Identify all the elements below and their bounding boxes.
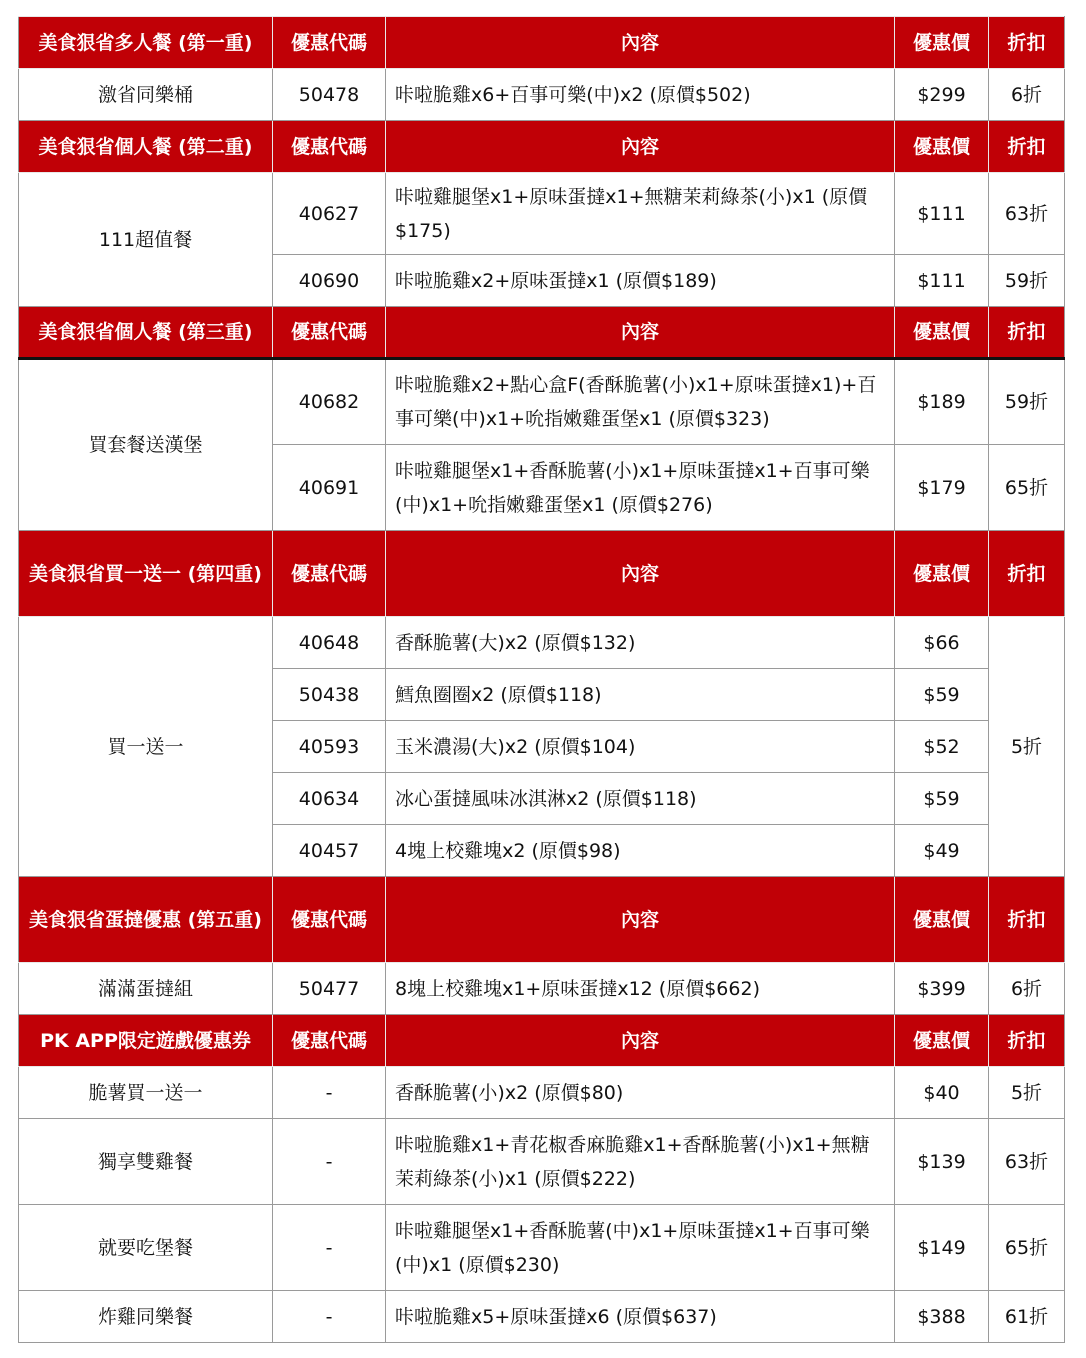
section-title: 美食狠省多人餐 (第一重) xyxy=(19,17,273,69)
col-header-discount: 折扣 xyxy=(989,307,1065,359)
item-content: 咔啦雞腿堡x1+香酥脆薯(中)x1+原味蛋撻x1+百事可樂(中)x1 (原價$230) xyxy=(386,1205,895,1291)
col-header-code: 優惠代碼 xyxy=(273,531,386,617)
promo-table xyxy=(18,16,1065,1343)
item-price: $149 xyxy=(895,1205,989,1291)
item-content: 冰心蛋撻風味冰淇淋x2 (原價$118) xyxy=(386,773,895,825)
item-code: 40682 xyxy=(273,359,386,445)
section-title: 美食狠省蛋撻優惠 (第五重) xyxy=(19,877,273,963)
item-content: 咔啦脆雞x5+原味蛋撻x6 (原價$637) xyxy=(386,1291,895,1343)
item-name: 炸雞同樂餐 xyxy=(19,1291,273,1343)
col-header-price: 優惠價 xyxy=(895,17,989,69)
item-price: $111 xyxy=(895,255,989,307)
item-content: 咔啦脆雞x2+原味蛋撻x1 (原價$189) xyxy=(386,255,895,307)
col-header-content: 內容 xyxy=(386,877,895,963)
table-row xyxy=(19,359,1065,445)
item-price: $179 xyxy=(895,445,989,531)
col-header-code: 優惠代碼 xyxy=(273,121,386,173)
item-content: 香酥脆薯(小)x2 (原價$80) xyxy=(386,1067,895,1119)
item-code: 40691 xyxy=(273,445,386,531)
section-header xyxy=(19,877,1065,963)
item-discount: 6折 xyxy=(989,963,1065,1015)
item-discount: 65折 xyxy=(989,1205,1065,1291)
item-content: 咔啦雞腿堡x1+香酥脆薯(小)x1+原味蛋撻x1+百事可樂(中)x1+吮指嫩雞蛋堡x1 (原價$276) xyxy=(386,445,895,531)
item-content: 咔啦脆雞x1+青花椒香麻脆雞x1+香酥脆薯(小)x1+無糖茉莉綠茶(小)x1 (原價$222) xyxy=(386,1119,895,1205)
item-price: $189 xyxy=(895,359,989,445)
col-header-content: 內容 xyxy=(386,121,895,173)
item-content: 玉米濃湯(大)x2 (原價$104) xyxy=(386,721,895,773)
item-content: 咔啦雞腿堡x1+原味蛋撻x1+無糖茉莉綠茶(小)x1 (原價$175) xyxy=(386,173,895,255)
item-discount: 63折 xyxy=(989,1119,1065,1205)
section-header xyxy=(19,531,1065,617)
item-price: $388 xyxy=(895,1291,989,1343)
col-header-price: 優惠價 xyxy=(895,307,989,359)
section-title: PK APP限定遊戲優惠券 xyxy=(19,1015,273,1067)
col-header-content: 內容 xyxy=(386,17,895,69)
item-discount: 59折 xyxy=(989,359,1065,445)
section-header xyxy=(19,17,1065,69)
item-code: 40634 xyxy=(273,773,386,825)
item-content: 8塊上校雞塊x1+原味蛋撻x12 (原價$662) xyxy=(386,963,895,1015)
item-code: - xyxy=(273,1119,386,1205)
col-header-price: 優惠價 xyxy=(895,121,989,173)
col-header-discount: 折扣 xyxy=(989,121,1065,173)
col-header-discount: 折扣 xyxy=(989,531,1065,617)
item-code: - xyxy=(273,1067,386,1119)
item-discount: 59折 xyxy=(989,255,1065,307)
item-content: 咔啦脆雞x6+百事可樂(中)x2 (原價$502) xyxy=(386,69,895,121)
item-code: 50478 xyxy=(273,69,386,121)
item-code: - xyxy=(273,1205,386,1291)
section-header xyxy=(19,307,1065,359)
col-header-discount: 折扣 xyxy=(989,1015,1065,1067)
table-row xyxy=(19,963,1065,1015)
table-row xyxy=(19,173,1065,255)
item-price: $59 xyxy=(895,773,989,825)
col-header-content: 內容 xyxy=(386,307,895,359)
item-name: 就要吃堡餐 xyxy=(19,1205,273,1291)
section-header xyxy=(19,121,1065,173)
item-discount: 65折 xyxy=(989,445,1065,531)
item-code: 40627 xyxy=(273,173,386,255)
item-price: $139 xyxy=(895,1119,989,1205)
group-name: 買套餐送漢堡 xyxy=(19,359,273,531)
table-row xyxy=(19,1291,1065,1343)
col-header-code: 優惠代碼 xyxy=(273,17,386,69)
col-header-code: 優惠代碼 xyxy=(273,1015,386,1067)
item-code: 50438 xyxy=(273,669,386,721)
section-title: 美食狠省個人餐 (第二重) xyxy=(19,121,273,173)
item-discount: 6折 xyxy=(989,69,1065,121)
item-content: 4塊上校雞塊x2 (原價$98) xyxy=(386,825,895,877)
col-header-content: 內容 xyxy=(386,531,895,617)
col-header-discount: 折扣 xyxy=(989,877,1065,963)
item-code: 40457 xyxy=(273,825,386,877)
table-row xyxy=(19,69,1065,121)
col-header-price: 優惠價 xyxy=(895,531,989,617)
section-header xyxy=(19,1015,1065,1067)
col-header-price: 優惠價 xyxy=(895,1015,989,1067)
item-price: $52 xyxy=(895,721,989,773)
item-name: 滿滿蛋撻組 xyxy=(19,963,273,1015)
item-name: 激省同樂桶 xyxy=(19,69,273,121)
item-price: $59 xyxy=(895,669,989,721)
item-price: $299 xyxy=(895,69,989,121)
item-discount: 5折 xyxy=(989,1067,1065,1119)
table-row xyxy=(19,1119,1065,1205)
item-code: 50477 xyxy=(273,963,386,1015)
item-code: 40648 xyxy=(273,617,386,669)
item-price: $66 xyxy=(895,617,989,669)
item-price: $399 xyxy=(895,963,989,1015)
item-discount: 61折 xyxy=(989,1291,1065,1343)
item-code: - xyxy=(273,1291,386,1343)
table-row xyxy=(19,1067,1065,1119)
item-price: $40 xyxy=(895,1067,989,1119)
col-header-content: 內容 xyxy=(386,1015,895,1067)
item-content: 咔啦脆雞x2+點心盒F(香酥脆薯(小)x1+原味蛋撻x1)+百事可樂(中)x1+吮指嫩雞蛋堡x1 (原價$323) xyxy=(386,359,895,445)
item-name: 脆薯買一送一 xyxy=(19,1067,273,1119)
section-title: 美食狠省個人餐 (第三重) xyxy=(19,307,273,359)
item-price: $111 xyxy=(895,173,989,255)
col-header-code: 優惠代碼 xyxy=(273,307,386,359)
item-name: 獨享雙雞餐 xyxy=(19,1119,273,1205)
item-content: 鱈魚圈圈x2 (原價$118) xyxy=(386,669,895,721)
table-row xyxy=(19,617,1065,669)
item-code: 40690 xyxy=(273,255,386,307)
group-name: 買一送一 xyxy=(19,617,273,877)
col-header-discount: 折扣 xyxy=(989,17,1065,69)
table-row xyxy=(19,1205,1065,1291)
group-name: 111超值餐 xyxy=(19,173,273,307)
item-code: 40593 xyxy=(273,721,386,773)
col-header-price: 優惠價 xyxy=(895,877,989,963)
col-header-code: 優惠代碼 xyxy=(273,877,386,963)
item-content: 香酥脆薯(大)x2 (原價$132) xyxy=(386,617,895,669)
section-title: 美食狠省買一送一 (第四重) xyxy=(19,531,273,617)
group-discount: 5折 xyxy=(989,617,1065,877)
item-price: $49 xyxy=(895,825,989,877)
item-discount: 63折 xyxy=(989,173,1065,255)
